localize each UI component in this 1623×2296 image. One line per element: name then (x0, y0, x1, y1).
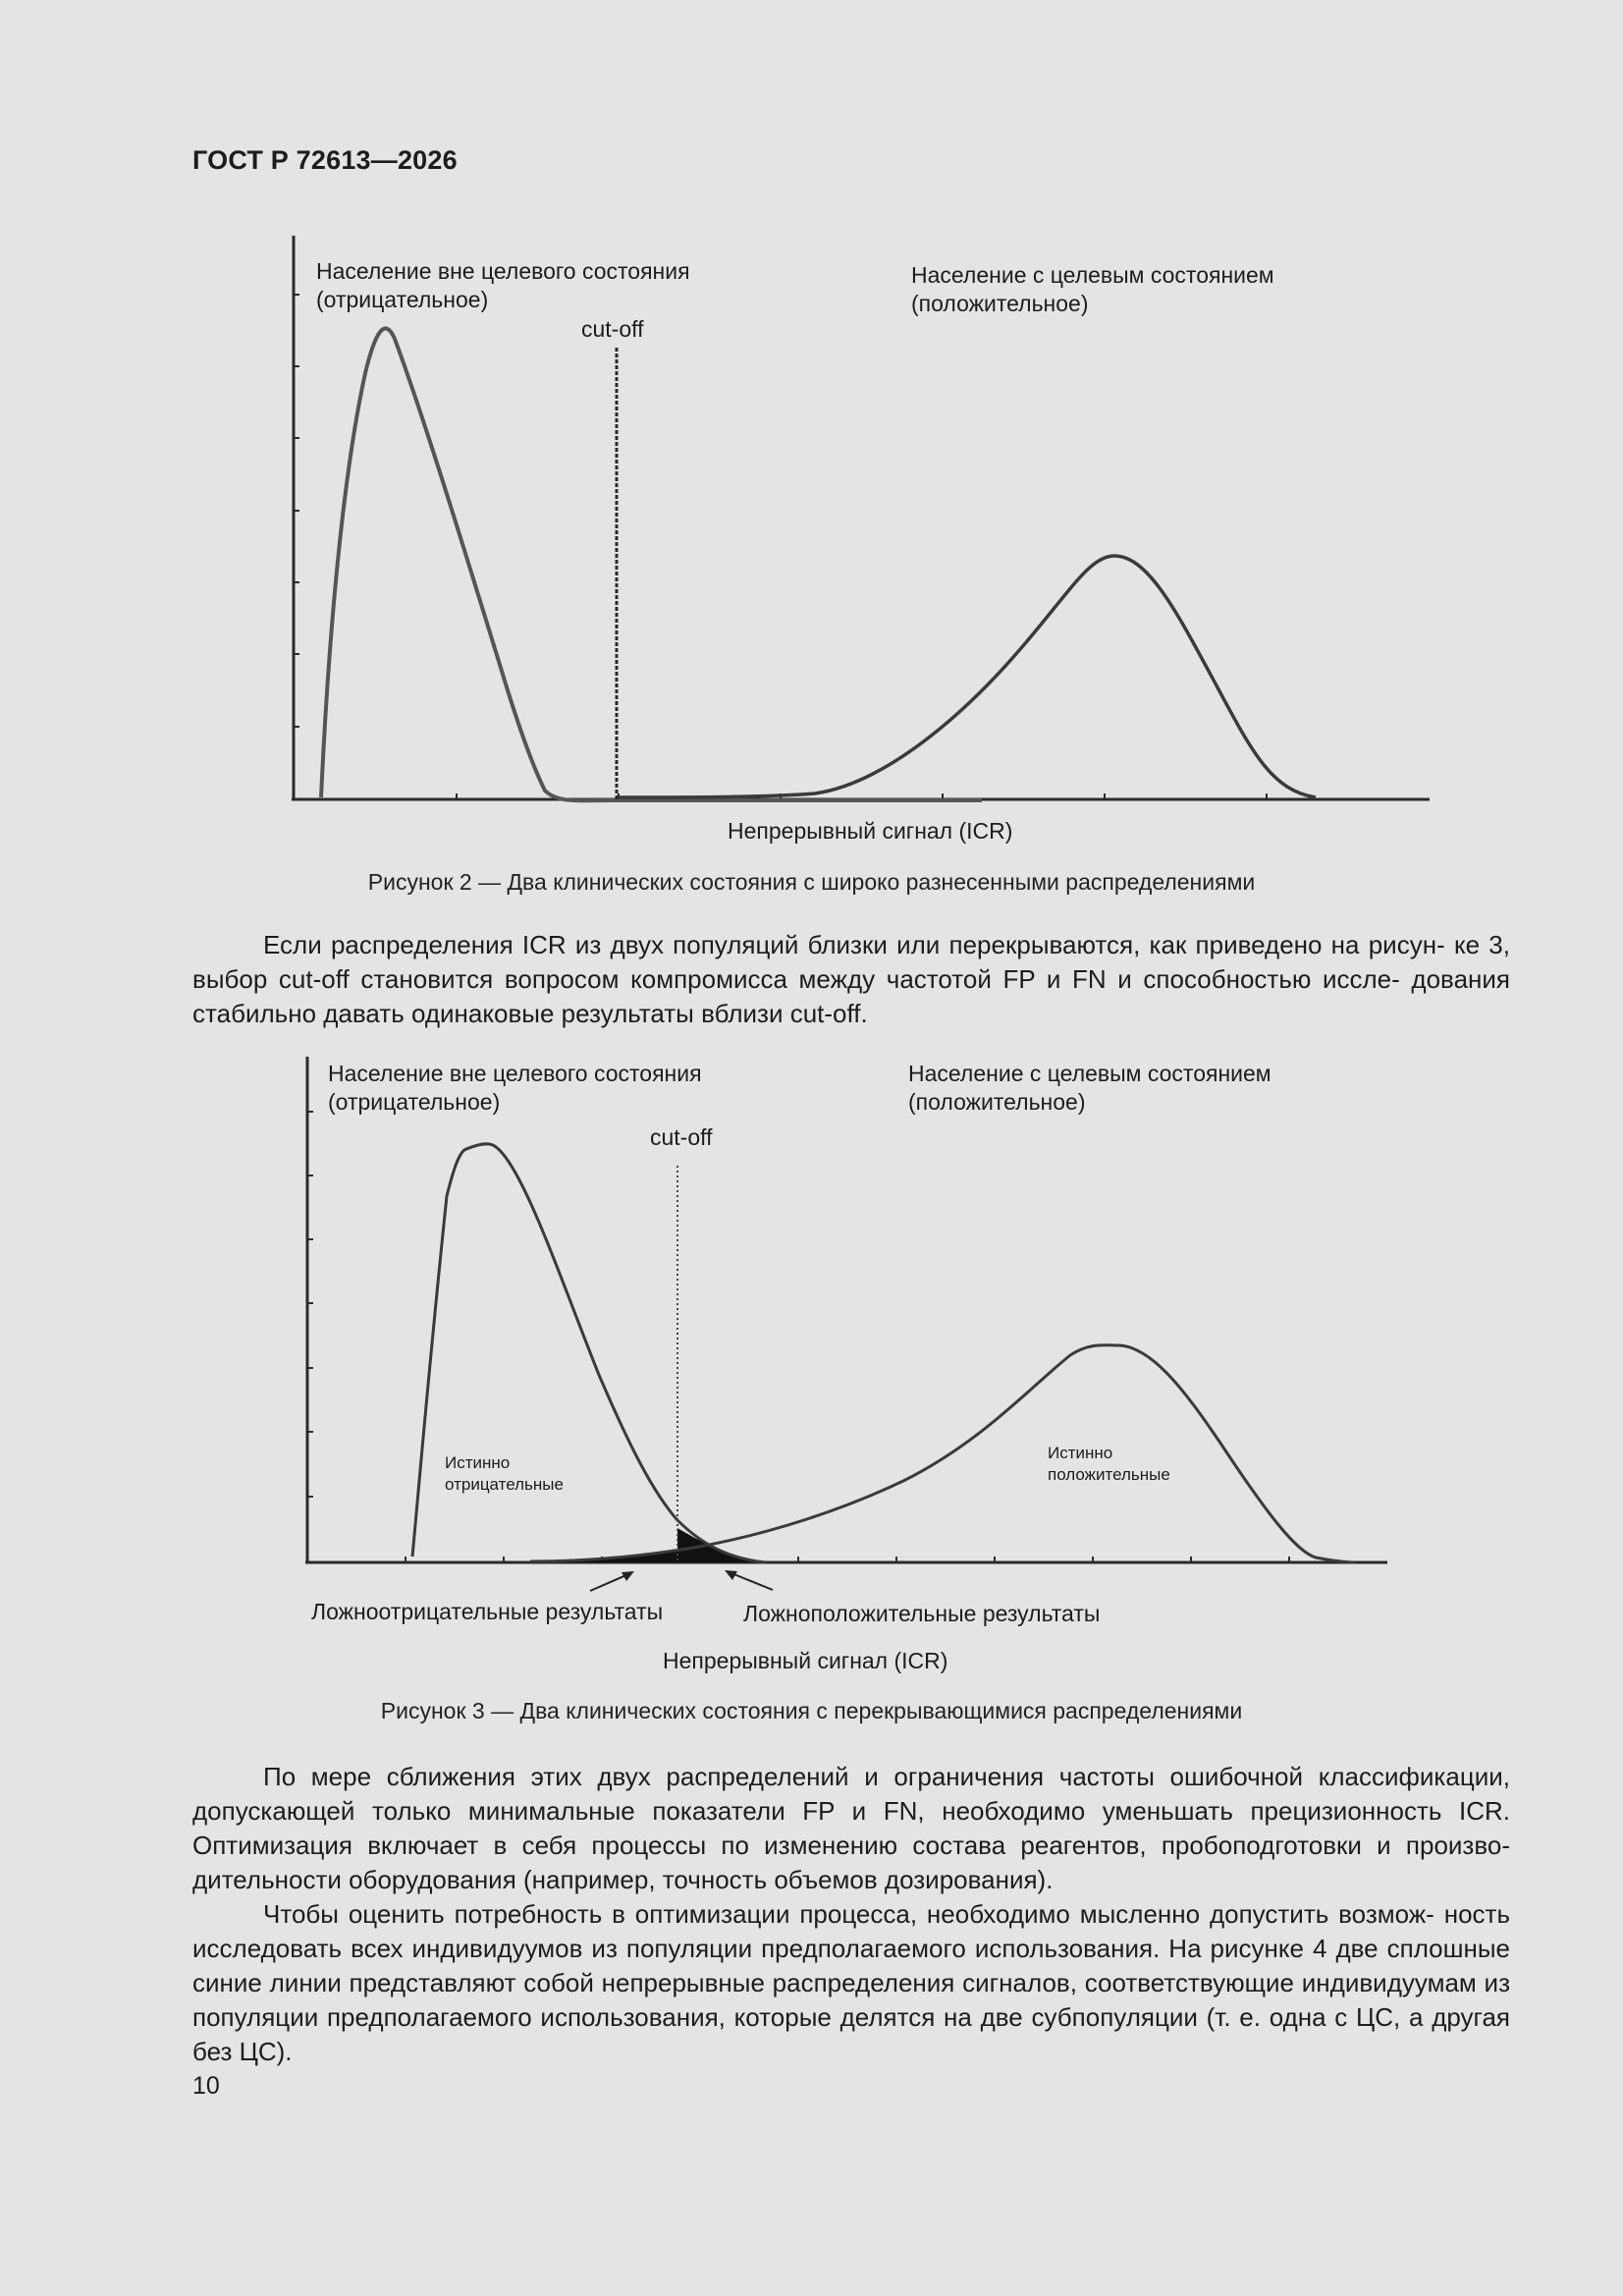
fig2-negative-label: Население вне целевого состояния (отрицательное) (316, 258, 690, 312)
document-header-title: ГОСТ Р 72613—2026 (192, 145, 458, 175)
paragraph-1: Если распределения ICR из двух популяций близки или перекрываются, как приведено на рисун- ке 3, выбор cut-off становится вопросом компромисса между частотой FP и FN и способностью иссле- дования стабильно давать одинаковые результаты вблизи cut-off. (192, 930, 1510, 1028)
fig3-negative-curve (412, 1144, 766, 1562)
fig2-positive-label: Население с целевым состоянием (положительное) (911, 262, 1274, 316)
fig3-false-negative-arrow (590, 1574, 628, 1591)
fig3-false-negative-label: Ложноотрицательные результаты (311, 1599, 664, 1624)
fig2-caption: Рисунок 2 — Два клинических состояния с широко разнесенными распределениями (367, 869, 1256, 895)
fig3-negative-label: Население вне целевого состояния (отрицательное) (328, 1061, 702, 1115)
paragraph-3: Чтобы оценить потребность в оптимизации процесса, необходимо мысленно допустить возмож- ность исследовать всех индивидуумов из популяции предполагаемого использования. На рисунке 4 две сплошные синие линии представляют собой непрерывные распределения сигналов, соответствующие индивидуумам из популяции предполагаемого использования, которые делятся на две субпопуляции (т. е. одна с ЦС, а другая без ЦС). (192, 1899, 1510, 2066)
fig3-positive-label: Население с целевым состоянием (положительное) (908, 1061, 1271, 1115)
fig3-positive-curve (530, 1345, 1355, 1562)
fig3-false-positive-label: Ложноположительные результаты (743, 1601, 1101, 1626)
page-number: 10 (192, 2072, 220, 2100)
fig2-cutoff-label: cut-off (581, 316, 644, 342)
fig2-x-axis-label: Непрерывный сигнал (ICR) (728, 818, 1013, 844)
fig3-true-positive-label: Истинно положительные (1048, 1444, 1170, 1484)
fig3-x-axis-label: Непрерывный сигнал (ICR) (663, 1648, 948, 1673)
fig3-caption: Рисунок 3 — Два клинических состояния с перекрывающимися распределениями (380, 1698, 1243, 1723)
paragraph-2: По мере сближения этих двух распределений и ограничения частоты ошибочной классификации, допускающей только минимальные показатели FP и FN, необходимо уменьшать прецизионность ICR. Оптимизация включает в себя процессы по изменению состава реагентов, пробоподготовки и произво- дительности оборудования (например, точность объемов дозирования). (192, 1762, 1510, 1894)
fig3-cutoff-label: cut-off (650, 1124, 713, 1150)
fig3-true-negative-label: Истинно отрицательные (445, 1453, 564, 1494)
fig3-false-positive-arrow (731, 1573, 773, 1590)
